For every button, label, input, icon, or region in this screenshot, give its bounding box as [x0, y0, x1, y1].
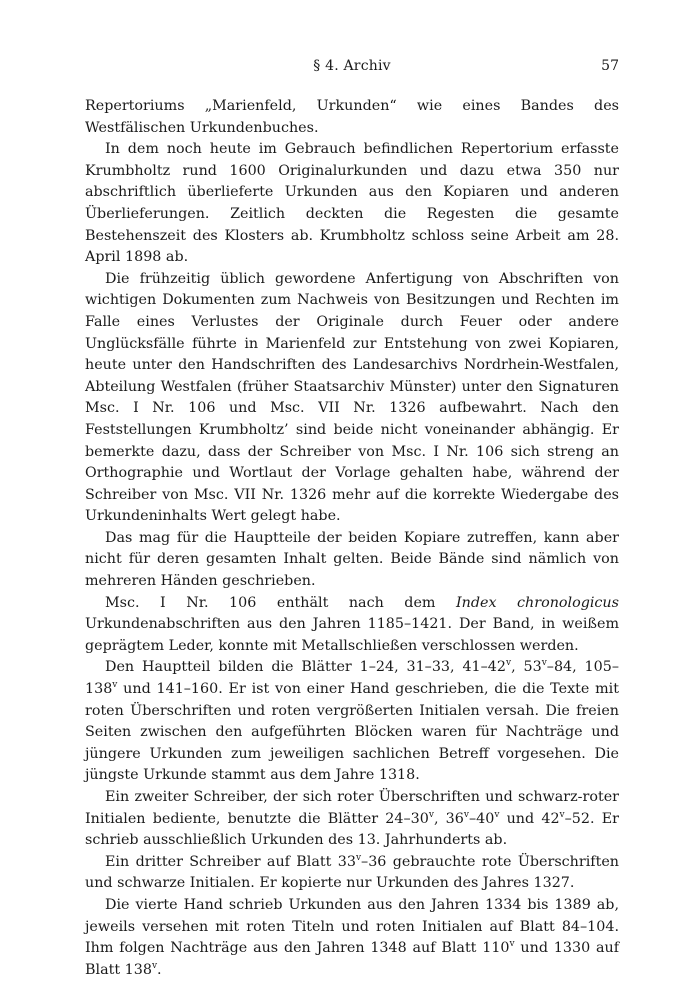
p5-text-before: Msc. I Nr. 106 enthält nach dem: [105, 594, 456, 611]
p5-italic-title: Index chronologicus: [456, 594, 619, 611]
verso-mark: v: [505, 658, 512, 669]
document-page: [85, 58, 619, 981]
verso-mark: v: [494, 809, 500, 820]
p7-d: und 42: [499, 810, 560, 827]
paragraph-4: Das mag für die Hauptteile der beiden Kopiare zutreffen, kann aber nicht für deren gesamten Inhalt gelten. Beide Bände sind nämlich von mehreren Händen geschrieben.: [85, 529, 619, 590]
verso-mark: v: [463, 809, 469, 820]
paragraph-2: In dem noch heute im Gebrauch befindlichen Repertorium erfasste Krumbholtz rund 1600 Originalurkunden und dazu etwa 350 nur abschriftlich überlieferte Urkunden aus den Kopiaren und anderen Überlieferungen. Zeitlich deckten die Regesten die gesamte Bestehenszeit des Klosters ab. Krumbholtz schloss seine Arbeit am 28. April 1898 ab.: [85, 141, 619, 266]
paragraph-6: [85, 657, 619, 787]
p9-b: und 1330 auf Blatt 138: [85, 940, 620, 978]
p7-c: –40: [468, 810, 495, 827]
verso-mark: v: [559, 809, 565, 820]
page-number: 57: [601, 58, 619, 74]
p9-c: .: [157, 961, 162, 978]
p7-a: Ein zweiter Schreiber, der sich roter Überschriften und schwarz-roter Initialen bediente, benutzte die Blätter 24–30: [85, 789, 619, 827]
p8-a: Ein dritter Schreiber auf Blatt 33: [105, 853, 356, 870]
paragraph-8: [85, 852, 619, 895]
p7-e: –52. Er schrieb ausschließlich Urkunden des 13. Jahrhunderts ab.: [85, 810, 619, 849]
p7-b: , 36: [433, 810, 464, 827]
p6-b: , 53: [511, 659, 542, 676]
verso-mark: v: [428, 809, 434, 820]
p9-a: Die vierte Hand schrieb Urkunden aus den Jahren 1334 bis 1389 ab, jeweils versehen mit roten Titeln und roten Initialen auf Blatt 84–104. Ihm folgen Nachträge aus den Jahren 1348 auf Blatt 110: [85, 896, 619, 957]
verso-mark: v: [112, 680, 118, 691]
p6-d: und 141–160. Er ist von einer Hand geschrieben, die die Texte mit roten Überschriften und roten vergrößerten Initialen versah. Die freien Seiten zwischen den aufgeführten Blöcken waren für Nachträge und jüngere Urkunden zum jeweiligen sachlichen Betreff vorgesehen. Die jüngste Urkunde stammt aus dem Jahre 1318.: [85, 681, 619, 784]
paragraph-3: Die frühzeitig üblich gewordene Anfertigung von Abschriften von wichtigen Dokumenten zum Nachweis von Besitzungen und Rechten im Falle eines Verlustes der Originale durch Feuer oder andere Unglücksfälle führte in Marienfeld zur Entstehung von zwei Kopiaren, heute unter den Handschriften des Landesarchivs Nordrhein-Westfalen, Abteilung Westfalen (früher Staatsarchiv Münster) unter den Signaturen Msc. I Nr. 106 und Msc. VII Nr. 1326 aufbewahrt. Nach den Feststellungen Krumbholtz’ sind beide nicht voneinander abhängig. Er bemerkte dazu, dass der Schreiber von Msc. I Nr. 106 sich streng an Orthographie und Wortlaut der Vorlage gehalten habe, während der Schreiber von Msc. VII Nr. 1326 mehr auf die korrekte Wiedergabe des Urkundeninhalts Wert gelegt habe.: [85, 270, 619, 525]
running-title: § 4. Archiv: [313, 58, 391, 74]
p5-text-after: Urkundenabschriften aus den Jahren 1185–1421. Der Band, in weißem geprägtem Leder, konnte mit Metallschließen verschlossen werden.: [85, 616, 619, 654]
verso-mark: v: [509, 939, 515, 950]
paragraph-5: [85, 593, 619, 658]
verso-mark: v: [355, 853, 362, 864]
body-text: [85, 96, 619, 981]
paragraph-7: [85, 787, 619, 852]
paragraph-9: [85, 895, 619, 981]
p6-c: –84, 105–138: [85, 659, 619, 698]
p8-b: –36 gebrauchte rote Überschriften und schwarze Initialen. Er kopierte nur Urkunden des Jahres 1327.: [85, 853, 619, 892]
p6-a: Den Hauptteil bilden die Blätter 1–24, 31–33, 41–42: [105, 659, 506, 676]
verso-mark: v: [541, 658, 547, 669]
running-header: [85, 58, 619, 82]
paragraph-1: Repertoriums „Marienfeld, Urkunden“ wie eines Bandes des Westfälischen Urkundenbuches.: [85, 98, 619, 136]
verso-mark: v: [151, 960, 158, 971]
